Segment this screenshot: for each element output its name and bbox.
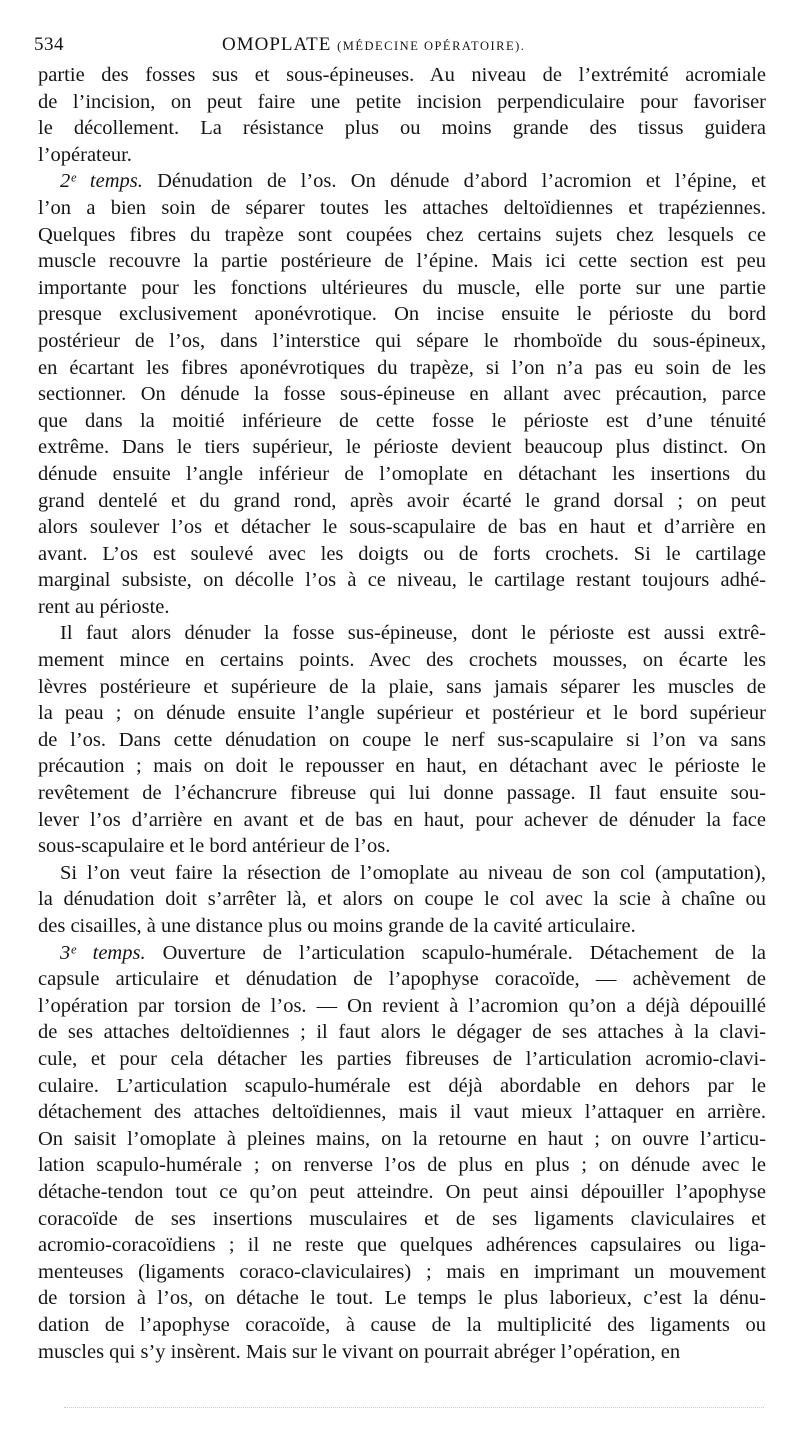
text-line: dénude ensuite l’angle inférieur de l’omoplate en détachant les insertions du	[38, 462, 766, 485]
step-label: 2ᵉ temps.	[60, 170, 143, 193]
text-line: de l’incision, on peut faire une petite incision perpendiculaire pour favoriser	[38, 90, 766, 113]
body-text	[38, 62, 766, 1365]
text-line: culaire. L’articulation scapulo-humérale est déjà abordable en dehors par le	[38, 1074, 766, 1097]
running-title-main: OMOPLATE	[222, 34, 332, 55]
text-line: l’opérateur.	[38, 143, 132, 166]
text-line: lever l’os d’arrière en avant et de bas en haut, pour achever de dénuder la face	[38, 808, 766, 831]
text-line: l’on a bien soin de séparer toutes les attaches deltoïdiennes et trapéziennes.	[38, 196, 766, 219]
text-line: coracoïde de ses insertions musculaires et de ses ligaments claviculaires et	[38, 1207, 766, 1230]
text-line: revêtement de l’échancrure fibreuse qui lui donne passage. Il faut ensuite sou-	[38, 782, 766, 805]
text-line: On saisit l’omoplate à pleines mains, on la retourne en haut ; on ouvre l’articu-	[38, 1127, 766, 1150]
text-line: alors soulever l’os et détacher le sous-scapulaire de bas en haut et d’arrière en	[38, 516, 766, 539]
text-line: mement mince en certains points. Avec des crochets mousses, on écarte les	[38, 649, 766, 672]
running-header	[34, 34, 768, 56]
text-line: Quelques fibres du trapèze sont coupées chez certains sujets chez lesquels ce	[38, 223, 766, 246]
text-line: lèvres postérieure et supérieure de la plaie, sans jamais séparer les muscles de	[38, 675, 766, 698]
text-line: que dans la moitié inférieure de cette fosse le périoste est d’une ténuité	[38, 409, 766, 432]
text-line: capsule articulaire et dénudation de l’apophyse coracoïde, — achèvement de	[38, 968, 766, 991]
text-line	[38, 940, 766, 967]
text-line: cule, et pour cela détacher les parties fibreuses de l’articulation acromio-clavi-	[38, 1047, 766, 1070]
text-line-content: Ouverture de l’articulation scapulo-humérale. Détachement de la	[145, 941, 766, 964]
text-line: muscle recouvre la partie postérieure de l’épine. Mais ici cette section est peu	[38, 250, 766, 273]
text-line: grand dentelé et du grand rond, après avoir écarté le grand dorsal ; on peut	[38, 489, 766, 512]
text-line: dation de l’apophyse coracoïde, à cause de la multiplicité des ligaments ou	[38, 1313, 766, 1336]
text-line: la dénudation doit s’arrêter là, et alors on coupe le col avec la scie à chaîne ou	[38, 888, 766, 911]
text-line: partie des fosses sus et sous-épineuses. Au niveau de l’extrémité acromiale	[38, 64, 766, 86]
text-line: avant. L’os est soulevé avec les doigts ou de forts crochets. Si le cartilage	[38, 542, 766, 565]
text-line: postérieur de l’os, dans l’interstice qui sépare le rhomboïde du sous-épineux,	[38, 329, 766, 352]
footer-rule	[64, 1407, 764, 1410]
running-title	[222, 34, 525, 56]
text-line: la peau ; on dénude ensuite l’angle supérieur et postérieur et le bord supérieur	[38, 702, 766, 725]
text-line: en écartant les fibres aponévrotiques du trapèze, si l’on n’a pas eu soin de les	[38, 356, 766, 379]
text-line	[38, 168, 766, 195]
text-line: importante pour les fonctions ultérieures du muscle, elle porte sur une partie	[38, 276, 766, 299]
text-line: de l’os. Dans cette dénudation on coupe le nerf sus-scapulaire si l’on va sans	[38, 728, 766, 751]
text-line: des cisailles, à une distance plus ou moins grande de la cavité articulaire.	[38, 915, 636, 937]
text-line: presque exclusivement aponévrotique. On incise ensuite le périoste du bord	[38, 303, 766, 326]
text-line: de torsion à l’os, on détache le tout. Le temps le plus laborieux, c’est la dénu-	[38, 1287, 766, 1310]
text-line: sectionner. On dénude la fosse sous-épineuse en allant avec précaution, parce	[38, 383, 766, 406]
text-line: détachement des attaches deltoïdiennes, mais il vaut mieux l’attaquer en arrière.	[38, 1101, 766, 1124]
paragraph	[38, 940, 766, 1366]
running-title-subtitle: (MÉDECINE OPÉRATOIRE).	[337, 39, 526, 53]
text-line: de ses attaches deltoïdiennes ; il faut alors le dégager de ses attaches à la clavi-	[38, 1021, 766, 1044]
text-line: sous-scapulaire et le bord antérieur de l’os.	[38, 835, 391, 858]
text-line: détache-tendon tout ce qu’on peut atteindre. On peut ainsi dépouiller l’apophyse	[38, 1180, 766, 1203]
text-line: le décollement. La résistance plus ou moins grande des tissus guidera	[38, 117, 766, 140]
paragraph	[38, 620, 766, 859]
text-line: marginal subsiste, on décolle l’os à ce niveau, le cartilage restant toujours adhé-	[38, 569, 766, 592]
text-line: Si l’on veut faire la résection de l’omoplate au niveau de son col (amputation),	[60, 861, 766, 884]
paragraph	[38, 860, 766, 940]
text-line-content: Dénudation de l’os. On dénude d’abord l’acromion et l’épine, et	[142, 170, 766, 193]
paragraph	[38, 168, 766, 620]
text-line: précaution ; mais on doit le repousser en haut, en détachant avec le périoste le	[38, 755, 766, 778]
text-line: acromio-coracoïdiens ; il ne reste que quelques adhérences capsulaires ou liga-	[38, 1234, 766, 1257]
text-line: rent au périoste.	[38, 595, 170, 618]
step-label: 3ᵉ temps.	[60, 941, 146, 964]
text-line: muscles qui s’y insèrent. Mais sur le vivant on pourrait abréger l’opération, en	[38, 1340, 681, 1363]
text-line: l’opération par torsion de l’os. — On revient à l’acromion qu’on a déjà dépouillé	[38, 994, 766, 1017]
text-line: menteuses (ligaments coraco-claviculaires) ; mais en imprimant un mouvement	[38, 1260, 766, 1283]
text-line: lation scapulo-humérale ; on renverse l’os de plus en plus ; on dénude avec le	[38, 1154, 766, 1177]
text-line: extrême. Dans le tiers supérieur, le périoste devient beaucoup plus distinct. On	[38, 436, 766, 459]
text-line: Il faut alors dénuder la fosse sus-épineuse, dont le périoste est aussi extrê-	[60, 622, 766, 645]
page-number: 534	[34, 34, 64, 55]
paragraph	[38, 62, 766, 168]
